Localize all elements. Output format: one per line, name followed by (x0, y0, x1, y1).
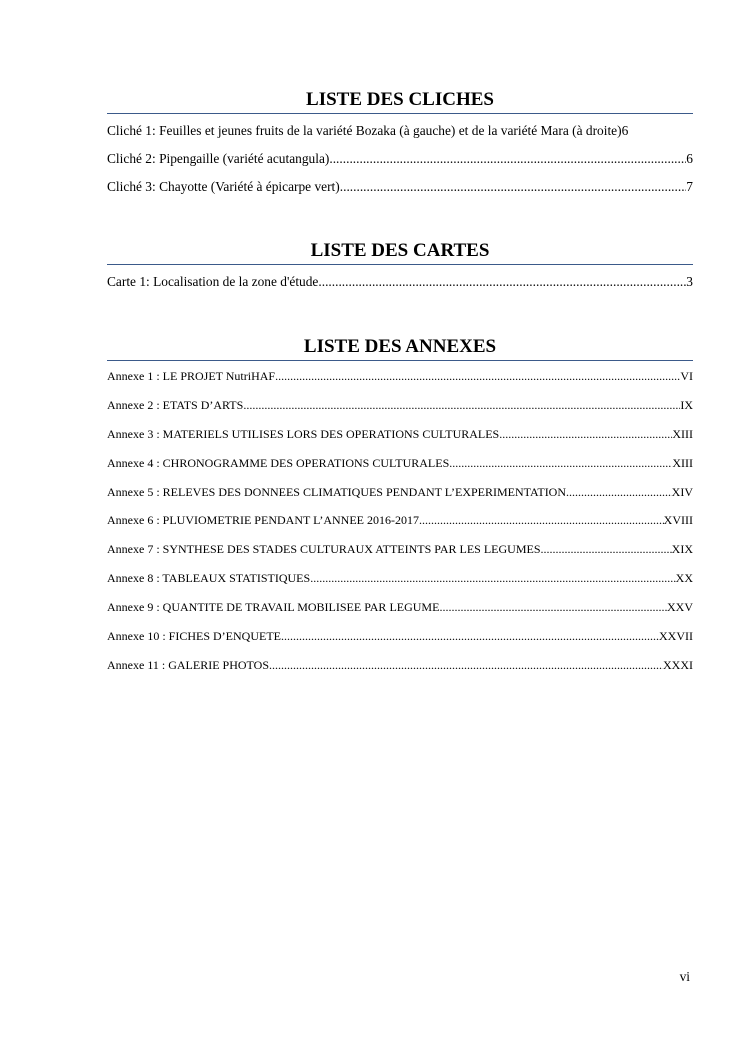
dot-leader (310, 570, 675, 586)
annexes-list (107, 368, 693, 686)
dot-leader (499, 426, 672, 442)
toc-entry-annexe-3[interactable] (107, 426, 693, 455)
dot-leader (318, 273, 686, 291)
dot-leader (340, 178, 687, 196)
toc-entry-annexe-2[interactable] (107, 397, 693, 426)
dot-leader (275, 368, 680, 384)
section-liste-des-cliches (107, 88, 693, 206)
entry-label: Carte 1: Localisation de la zone d'étude (107, 274, 319, 289)
entry-label: Cliché 1: Feuilles et jeunes fruits de la variété Bozaka (à gauche) et de la variété Mara (à droite) (107, 123, 622, 138)
dot-leader (243, 397, 680, 413)
entry-page: XIX (671, 542, 693, 557)
toc-entry-cliche-1[interactable] (107, 122, 693, 150)
entry-page: XXXI (663, 657, 693, 672)
toc-entry-annexe-7[interactable] (107, 541, 693, 570)
toc-entry-cliche-2[interactable] (107, 150, 693, 178)
dot-leader (449, 455, 672, 471)
entry-label: Annexe 11 : GALERIE PHOTOS (107, 657, 269, 672)
dot-leader (281, 628, 659, 644)
toc-entry-cliche-3[interactable] (107, 178, 693, 206)
section-liste-des-annexes (107, 335, 693, 686)
toc-entry-annexe-11[interactable] (107, 657, 693, 686)
section-heading-cliches: LISTE DES CLICHES (107, 88, 693, 114)
section-liste-des-cartes (107, 239, 693, 301)
toc-entry-annexe-5[interactable] (107, 484, 693, 513)
entry-label: Annexe 5 : RELEVES DES DONNEES CLIMATIQUES PENDANT L’EXPERIMENTATION (107, 484, 567, 499)
toc-entry-annexe-4[interactable] (107, 455, 693, 484)
toc-entry-annexe-8[interactable] (107, 570, 693, 599)
section-heading-cartes: LISTE DES CARTES (107, 239, 693, 265)
entry-label: Annexe 7 : SYNTHESE DES STADES CULTURAUX ATTEINTS PAR LES LEGUMES (107, 542, 541, 557)
dot-leader (566, 484, 672, 500)
entry-label: Annexe 9 : QUANTITE DE TRAVAIL MOBILISEE PAR LEGUME (107, 600, 440, 615)
cartes-list (107, 273, 693, 301)
dot-leader (269, 657, 663, 673)
entry-label: Cliché 3: Chayotte (Variété à épicarpe vert) (107, 179, 340, 194)
toc-entry-annexe-1[interactable] (107, 368, 693, 397)
entry-page: 6 (621, 123, 629, 138)
entry-page: 6 (686, 151, 693, 166)
entry-page: 7 (686, 179, 693, 194)
dot-leader (439, 599, 667, 615)
dot-leader (329, 150, 686, 168)
toc-entry-annexe-6[interactable] (107, 512, 693, 541)
entry-label: Annexe 10 : FICHES D’ENQUETE (107, 629, 281, 644)
toc-entry-annexe-9[interactable] (107, 599, 693, 628)
entry-page: XIII (672, 426, 693, 441)
page-number: vi (679, 969, 690, 984)
entry-page: XXVII (659, 629, 693, 644)
entry-page: IX (680, 397, 693, 412)
entry-page: XIV (671, 484, 693, 499)
entry-page: XXV (667, 600, 693, 615)
entry-label: Annexe 3 : MATERIELS UTILISES LORS DES OPERATIONS CULTURALES (107, 426, 500, 441)
dot-leader (541, 541, 672, 557)
entry-label: Annexe 8 : TABLEAUX STATISTIQUES (107, 571, 311, 586)
entry-label: Annexe 4 : CHRONOGRAMME DES OPERATIONS CULTURALES (107, 455, 450, 470)
entry-label: Annexe 2 : ETATS D’ARTS (107, 397, 244, 412)
toc-entry-carte-1[interactable] (107, 273, 693, 301)
entry-page: XX (675, 571, 693, 586)
entry-page: XIII (672, 455, 693, 470)
entry-page: XVIII (663, 513, 693, 528)
section-heading-annexes: LISTE DES ANNEXES (107, 335, 693, 361)
toc-entry-annexe-10[interactable] (107, 628, 693, 657)
entry-label: Annexe 6 : PLUVIOMETRIE PENDANT L’ANNEE 2016-2017 (107, 513, 419, 528)
entry-label: Cliché 2: Pipengaille (variété acutangula) (107, 151, 330, 166)
entry-page: 3 (686, 274, 693, 289)
cliches-list (107, 122, 693, 206)
entry-page: VI (680, 369, 693, 383)
dot-leader (419, 512, 664, 528)
entry-label: Annexe 1 : LE PROJET NutriHAF (107, 369, 276, 383)
